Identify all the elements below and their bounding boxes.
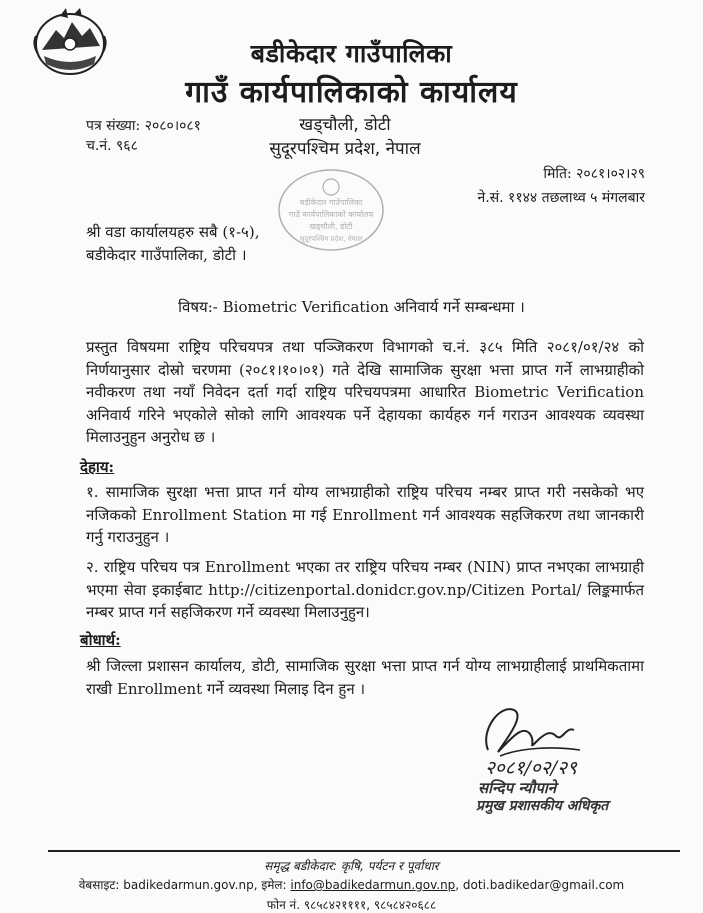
footer-slogan: समृद्ध बडीकेदार: कृषि, पर्यटन र पूर्वाधार bbox=[264, 859, 439, 873]
dispatch-number: च.नं. ९६८ bbox=[86, 138, 138, 154]
office-name: बडीकेदार गाउँपालिका bbox=[250, 39, 453, 68]
letter-subject: विषय:- Biometric Verification अनिवार्य गर्ने सम्बन्धमा । bbox=[178, 298, 525, 316]
instruction-item-1: १. सामाजिक सुरक्षा भत्ता प्राप्त गर्न योग्य लाभग्राहीको राष्ट्रिय परिचय नम्बर प्राप्त गरी नसकेको भए नजिकको Enrollment Station मा गई Enrollment गर्न आवश्यक सहजिकरण तथा जानकारी गर्नु गराउनुहुन । bbox=[86, 483, 644, 546]
office-stamp bbox=[275, 165, 387, 255]
stamp-line-4: सुदूरपश्चिम प्रदेश, नेपाल bbox=[299, 235, 363, 243]
nepal-sambat-date: ने.सं. ११४४ तछलाथ्व ५ मंगलबार bbox=[477, 190, 645, 206]
letter-number: पत्र संख्या: २०८०।०८१ bbox=[86, 118, 201, 134]
office-title: गाउँ कार्यपालिकाको कार्यालय bbox=[185, 75, 518, 110]
addressee-line-2: बडीकेदार गाउँपालिका, डोटी । bbox=[86, 246, 247, 264]
footer-phone: फोन नं. ९८५८४२११११, ९८५८४२०६८८ bbox=[266, 898, 437, 912]
letter-date: मिति: २०८१।०२।२९ bbox=[543, 166, 645, 182]
bodhartha-heading: बोधार्थ: bbox=[80, 631, 121, 649]
stamp-line-1: बडीकेदार गाउँपालिका bbox=[299, 198, 363, 207]
footer-divider bbox=[48, 850, 680, 852]
signature-date: २०८१/०२/२९ bbox=[485, 757, 577, 779]
secondary-email: , doti.badikedar@gmail.com bbox=[455, 878, 625, 892]
footer-contact bbox=[0, 876, 703, 893]
bodhartha-text: श्री जिल्ला प्रशासन कार्यालय, डोटी, सामाजिक सुरक्षा भत्ता प्राप्त गर्न योग्य लाभग्राहीलाई प्राथमिकतामा राखी Enrollment गर्ने व्यवस्था मिलाइ दिन हुन । bbox=[86, 657, 644, 698]
email-link[interactable]: info@badikedarmun.gov.np bbox=[290, 878, 456, 892]
signatory-name: सन्दिप न्यौपाने bbox=[478, 779, 557, 797]
addressee-line-1: श्री वडा कार्यालयहरु सबै (१-५), bbox=[86, 223, 260, 241]
stamp-line-2: गाउँ कार्यपालिकाको कार्यालय bbox=[288, 210, 374, 219]
instruction-item-2: २. राष्ट्रिय परिचय पत्र Enrollment भएका तर राष्ट्रिय परिचय नम्बर (NIN) प्राप्त नभएका लाभग्राही भएमा सेवा इकाईबाट http://citizenportal.donidcr.gov.np/Citizen Portal/ लिङ्कमार्फत नम्बर प्राप्त गर्न सहजिकरण गर्ने व्यवस्था मिलाउनुहुन। bbox=[86, 558, 644, 621]
office-location: खड्चौली, डोटी bbox=[299, 115, 391, 135]
stamp-line-3: खड्चौली, डोटी bbox=[309, 222, 353, 231]
dehaya-heading: देहाय: bbox=[80, 458, 115, 476]
website-text: वेबसाइट: badikedarmun.gov.np, इमेल: bbox=[78, 878, 291, 892]
signatory-title: प्रमुख प्रशासकीय अधिकृत bbox=[476, 798, 609, 814]
body-intro: प्रस्तुत विषयमा राष्ट्रिय परिचयपत्र तथा पञ्जिकरण विभागको च.नं. ३८५ मिति २०८१/०१/२४ को निर्णयानुसार दोस्रो चरणमा (२०८१।१०।०१) गते देखि सामाजिक सुरक्षा भत्ता प्राप्त गर्ने लाभग्राहीको नवीकरण तथा नयाँ निवेदन दर्ता गर्दा राष्ट्रिय परिचयपत्रमा आधारित Biometric Verification अनिवार्य गरिने भएकोले सोको लागि आवश्यक पर्ने देहायका कार्यहरु गर्न गराउन आवश्यक व्यवस्था मिलाउनुहुन अनुरोध छ । bbox=[86, 338, 644, 446]
office-province: सुदूरपश्चिम प्रदेश, नेपाल bbox=[269, 139, 421, 159]
